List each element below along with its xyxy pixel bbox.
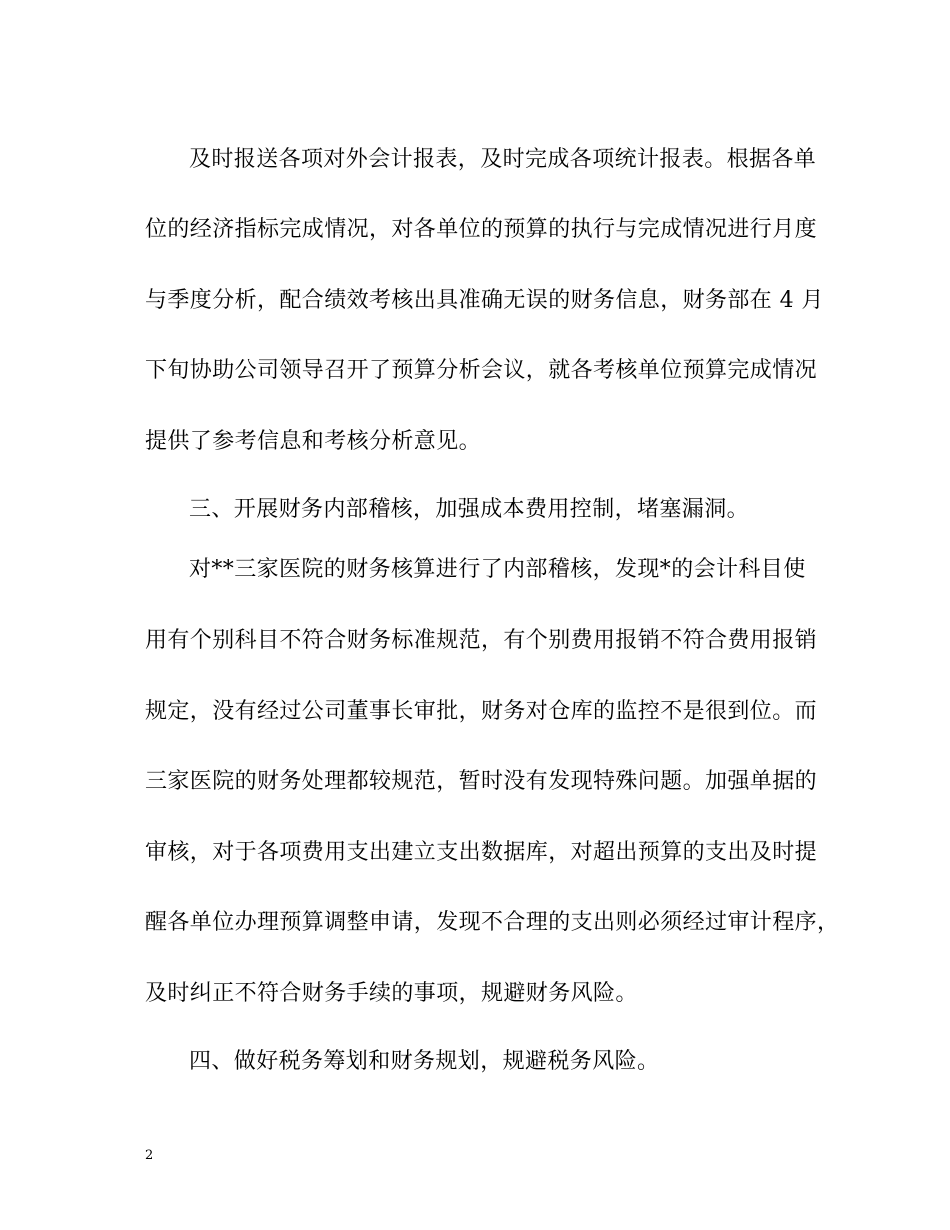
section-heading: 四、做好税务筹划和财务规划，规避税务风险。 bbox=[189, 1049, 660, 1074]
paragraph-line: 三家医院的财务处理都较规范，暂时没有发现特殊问题。加强单据的 bbox=[145, 769, 818, 794]
paragraph-line: 规定，没有经过公司董事长审批，财务对仓库的监控不是很到位。而 bbox=[145, 699, 818, 724]
paragraph-line: 用有个别科目不符合财务标准规范，有个别费用报销不符合费用报销 bbox=[145, 628, 818, 653]
section-heading: 三、开展财务内部稽核，加强成本费用控制，堵塞漏洞。 bbox=[189, 497, 750, 522]
paragraph-line: 提供了参考信息和考核分析意见。 bbox=[145, 429, 482, 454]
paragraph-line: 醒各单位办理预算调整申请，发现不合理的支出则必须经过审计程序， bbox=[145, 910, 840, 935]
paragraph-line: 位的经济指标完成情况，对各单位的预算的执行与完成情况进行月度 bbox=[145, 217, 818, 242]
paragraph-line: 及时纠正不符合财务手续的事项，规避财务风险。 bbox=[145, 981, 638, 1006]
paragraph-line: 及时报送各项对外会计报表，及时完成各项统计报表。根据各单 bbox=[189, 147, 817, 172]
paragraph-line: 审核，对于各项费用支出建立支出数据库，对超出预算的支出及时提 bbox=[145, 840, 818, 865]
paragraph-line: 与季度分析，配合绩效考核出具准确无误的财务信息，财务部在 4 月 bbox=[145, 288, 824, 313]
page-number: 2 bbox=[145, 1148, 154, 1163]
paragraph-line: 下旬协助公司领导召开了预算分析会议，就各考核单位预算完成情况 bbox=[145, 358, 818, 383]
paragraph-line: 对**三家医院的财务核算进行了内部稽核，发现*的会计科目使 bbox=[189, 557, 806, 582]
